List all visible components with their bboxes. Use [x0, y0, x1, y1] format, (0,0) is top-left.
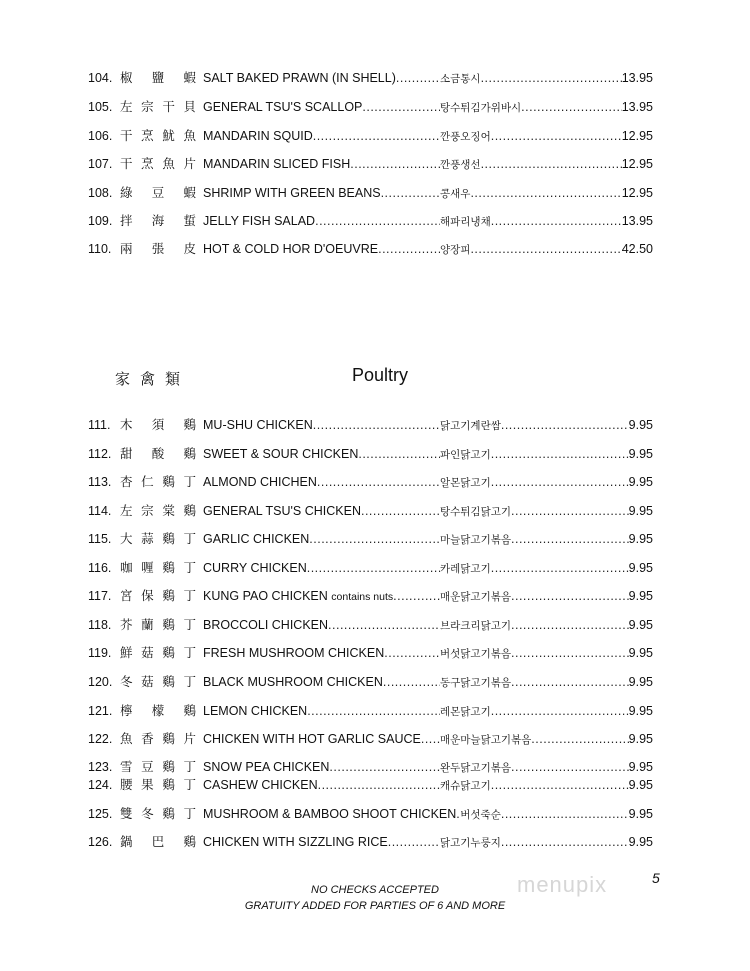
item-price: 9.95: [628, 561, 653, 575]
leader-dots: [501, 416, 629, 434]
chinese-char: 片: [183, 731, 196, 746]
leader-dots: [393, 587, 440, 605]
menu-item: [88, 673, 653, 691]
leader-dots: [511, 758, 629, 776]
leader-dots: [388, 833, 440, 851]
item-price: 9.95: [628, 778, 653, 792]
chinese-char: 蝦: [183, 185, 196, 200]
chinese-char: 魚: [120, 731, 133, 746]
item-chinese-name: [120, 69, 196, 87]
item-number: 117.: [88, 589, 112, 603]
chinese-char: 鹽: [151, 70, 165, 85]
chinese-char: 左: [120, 99, 133, 114]
chinese-char: 海: [151, 213, 165, 228]
chinese-char: 雙: [120, 806, 133, 821]
item-korean-name: 깐풍생선: [440, 159, 481, 171]
item-number: 108.: [88, 186, 113, 200]
item-english-name: MU-SHU CHICKEN: [203, 418, 313, 432]
item-english-name: LEMON CHICKEN: [203, 704, 308, 718]
item-korean-name: 버섯닭고기볶음: [440, 648, 512, 660]
leader-dots: [313, 127, 440, 145]
chinese-char: 兩: [120, 241, 133, 256]
menu-item: [88, 530, 653, 548]
item-number: 106.: [88, 129, 113, 143]
item-korean-name: 탕수튀김닭고기: [440, 506, 512, 518]
item-price: 9.95: [628, 418, 653, 432]
menu-item: [88, 587, 653, 605]
item-number: 123.: [88, 760, 113, 774]
menu-item: [88, 473, 653, 491]
chinese-char: 蝦: [183, 70, 196, 85]
leader-dots: [358, 445, 440, 463]
menu-item: [88, 644, 653, 662]
menu-item: [88, 833, 653, 851]
chinese-char: 鷄: [162, 777, 175, 792]
item-number: 119.: [88, 646, 112, 660]
leader-dots: [491, 702, 629, 720]
item-korean-name: 양장피: [440, 244, 471, 256]
item-korean-name: 캐슈닭고기: [440, 780, 491, 792]
chinese-char: 棠: [162, 503, 175, 518]
chinese-char: 張: [151, 241, 165, 256]
chinese-char: 宗: [141, 99, 154, 114]
item-number: 126.: [88, 835, 113, 849]
chinese-char: 雪: [120, 759, 133, 774]
leader-dots: [511, 673, 629, 691]
section-title-english: Poultry: [352, 365, 409, 385]
menu-item: [88, 758, 653, 776]
menu-item: [88, 776, 653, 794]
chinese-char: 丁: [183, 806, 196, 821]
chinese-char: 蒜: [141, 531, 154, 546]
chinese-char: 宮: [120, 588, 133, 603]
chinese-char: 魷: [162, 128, 175, 143]
item-korean-name: 동구닭고기볶음: [440, 677, 512, 689]
item-chinese-name: [120, 833, 196, 851]
menu-item: [88, 805, 653, 823]
item-chinese-name: [120, 644, 196, 662]
menu-item: [88, 502, 653, 520]
item-chinese-name: [120, 530, 196, 548]
chinese-char: 貝: [183, 99, 196, 114]
menu-item: [88, 184, 653, 202]
chinese-char: 綠: [120, 185, 133, 200]
item-chinese-name: [120, 559, 196, 577]
chinese-char: 須: [151, 417, 165, 432]
chinese-char: 蜇: [183, 213, 196, 228]
chinese-char: 丁: [183, 474, 196, 489]
item-chinese-name: [120, 805, 196, 823]
item-chinese-name: [120, 673, 196, 691]
menu-item: [88, 616, 653, 634]
leader-dots: [511, 644, 629, 662]
item-number: 114.: [88, 504, 112, 518]
item-number: 111.: [88, 418, 111, 432]
item-english-name: SWEET & SOUR CHICKEN: [203, 447, 359, 461]
chinese-char: 片: [183, 156, 196, 171]
chinese-char: 芥: [120, 617, 133, 632]
chinese-char: 宗: [141, 503, 154, 518]
chinese-char: 丁: [183, 560, 196, 575]
item-number: 116.: [88, 561, 112, 575]
chinese-char: 丁: [183, 588, 196, 603]
item-korean-name: 매운닭고기볶음: [440, 591, 512, 603]
item-price: 9.95: [628, 732, 653, 746]
leader-dots: [317, 473, 440, 491]
item-price: 9.95: [628, 675, 653, 689]
item-number: 110.: [88, 242, 112, 256]
leader-dots: [313, 416, 440, 434]
leader-dots: [491, 127, 622, 145]
section-title-chinese: 家禽類: [115, 370, 191, 388]
chinese-char: 鷄: [162, 588, 175, 603]
item-english-name: SALT BAKED PRAWN (IN SHELL): [203, 71, 396, 85]
item-price: 9.95: [628, 589, 653, 603]
leader-dots: [470, 184, 621, 202]
item-price: 9.95: [628, 532, 653, 546]
item-price: 9.95: [628, 618, 653, 632]
chinese-char: 魚: [183, 128, 196, 143]
item-korean-name: 콩새우: [440, 188, 471, 200]
chinese-char: 菇: [141, 674, 154, 689]
chinese-char: 蘭: [141, 617, 154, 632]
chinese-char: 鷄: [183, 503, 196, 518]
item-chinese-name: [120, 416, 196, 434]
item-english-name: CHICKEN WITH SIZZLING RICE: [203, 835, 388, 849]
item-english-name: GENERAL TSU'S SCALLOP: [203, 100, 363, 114]
leader-dots: [315, 212, 440, 230]
chinese-char: 保: [141, 588, 154, 603]
item-price: 12.95: [621, 129, 653, 143]
item-number: 109.: [88, 214, 113, 228]
footer-gratuity: GRATUITY ADDED FOR PARTIES OF 6 AND MORE: [244, 900, 506, 912]
chinese-char: 豆: [141, 759, 154, 774]
leader-dots: [361, 502, 440, 520]
item-chinese-name: [120, 776, 196, 794]
menu-item: [88, 559, 653, 577]
chinese-char: 鷄: [162, 674, 175, 689]
chinese-char: 大: [120, 531, 133, 546]
chinese-char: 果: [141, 777, 154, 792]
chinese-char: 菇: [141, 645, 154, 660]
leader-dots: [383, 673, 440, 691]
item-chinese-name: [120, 616, 196, 634]
item-chinese-name: [120, 184, 196, 202]
item-price: 9.95: [628, 760, 653, 774]
leader-dots: [378, 240, 440, 258]
item-price: 9.95: [628, 447, 653, 461]
item-number: 113.: [88, 475, 112, 489]
chinese-char: 香: [141, 731, 154, 746]
chinese-char: 鷄: [183, 446, 196, 461]
item-english-name: CASHEW CHICKEN: [203, 778, 318, 792]
item-english-name: SHRIMP WITH GREEN BEANS: [203, 186, 381, 200]
chinese-char: 檸: [120, 703, 133, 718]
menu-item: [88, 240, 653, 258]
menu-item: [88, 416, 653, 434]
chinese-char: 巴: [151, 834, 165, 849]
leader-dots: [511, 616, 629, 634]
item-korean-name: 마늘닭고기볶음: [440, 534, 512, 546]
leader-dots: [491, 473, 629, 491]
item-number: 104.: [88, 71, 113, 85]
item-price: 9.95: [628, 475, 653, 489]
item-number: 112.: [88, 447, 112, 461]
chinese-char: 干: [120, 156, 133, 171]
leader-dots: [491, 776, 629, 794]
item-number: 107.: [88, 157, 113, 171]
leader-dots: [396, 69, 440, 87]
leader-dots: [531, 730, 628, 748]
chinese-char: 鷄: [183, 834, 196, 849]
menu-item: [88, 69, 653, 87]
item-english-name: MANDARIN SLICED FISH: [203, 157, 351, 171]
item-price: 12.95: [621, 186, 653, 200]
item-korean-name: 버섯죽순: [460, 809, 501, 821]
item-price: 9.95: [628, 807, 653, 821]
item-number: 125.: [88, 807, 113, 821]
chinese-char: 鷄: [183, 703, 196, 718]
item-english-name: BLACK MUSHROOM CHICKEN: [203, 675, 383, 689]
chinese-char: 丁: [183, 674, 196, 689]
chinese-char: 丁: [183, 531, 196, 546]
menu-item: [88, 98, 653, 116]
leader-dots: [501, 833, 629, 851]
item-price: 9.95: [628, 646, 653, 660]
chinese-char: 喱: [141, 560, 154, 575]
menu-item: [88, 155, 653, 173]
chinese-char: 鷄: [162, 474, 175, 489]
chinese-char: 丁: [183, 645, 196, 660]
chinese-char: 鮮: [120, 645, 133, 660]
leader-dots: [350, 155, 440, 173]
item-number: 122.: [88, 732, 113, 746]
item-english-name: GARLIC CHICKEN: [203, 532, 310, 546]
item-number: 124.: [88, 778, 113, 792]
leader-dots: [384, 644, 440, 662]
chinese-char: 鷄: [162, 560, 175, 575]
item-chinese-name: [120, 127, 196, 145]
chinese-char: 烹: [141, 156, 154, 171]
menu-item: [88, 212, 653, 230]
chinese-char: 鷄: [183, 417, 196, 432]
chinese-char: 腰: [120, 777, 133, 792]
item-english-name: GENERAL TSU'S CHICKEN: [203, 504, 361, 518]
item-korean-name: 닭고기누룽지: [440, 837, 501, 849]
leader-dots: [511, 587, 629, 605]
menupix-watermark: menupix: [517, 872, 608, 897]
item-price: 13.95: [621, 71, 653, 85]
chinese-char: 丁: [183, 759, 196, 774]
leader-dots: [309, 530, 440, 548]
footer-no-checks: NO CHECKS ACCEPTED: [311, 884, 439, 896]
chinese-char: 干: [162, 99, 175, 114]
item-english-name: CURRY CHICKEN: [203, 561, 307, 575]
leader-dots: [307, 559, 440, 577]
item-korean-name: 카레닭고기: [440, 563, 491, 575]
item-chinese-name: [120, 502, 196, 520]
leader-dots: [421, 730, 440, 748]
item-english-name: ALMOND CHICHEN: [203, 475, 317, 489]
menu-item: [88, 127, 653, 145]
leader-dots: [501, 805, 629, 823]
item-chinese-name: [120, 212, 196, 230]
item-english-name: JELLY FISH SALAD: [203, 214, 316, 228]
leader-dots: [329, 758, 440, 776]
item-english-name: KUNG PAO CHICKEN: [203, 589, 328, 603]
item-chinese-name: [120, 240, 196, 258]
chinese-char: 杏: [120, 474, 133, 489]
item-chinese-name: [120, 758, 196, 776]
chinese-char: 鷄: [162, 645, 175, 660]
item-english-name: MUSHROOM & BAMBOO SHOOT CHICKEN: [203, 807, 457, 821]
item-english-name: SNOW PEA CHICKEN: [203, 760, 330, 774]
chinese-char: 鷄: [162, 531, 175, 546]
chinese-char: 魚: [162, 156, 175, 171]
item-korean-name: 소금통시: [440, 73, 481, 85]
leader-dots: [491, 212, 622, 230]
chinese-char: 豆: [151, 185, 165, 200]
item-korean-name: 닭고기계란쌈: [440, 420, 501, 432]
item-english-name: CHICKEN WITH HOT GARLIC SAUCE: [203, 732, 421, 746]
item-english-name: BROCCOLI CHICKEN: [203, 618, 329, 632]
item-price: 9.95: [628, 835, 653, 849]
item-price: 12.95: [621, 157, 653, 171]
chinese-char: 椒: [120, 70, 133, 85]
chinese-char: 丁: [183, 777, 196, 792]
chinese-char: 咖: [120, 560, 133, 575]
leader-dots: [470, 240, 621, 258]
leader-dots: [491, 559, 629, 577]
item-korean-name: 매운마늘닭고기볶음: [440, 734, 532, 746]
chinese-char: 檬: [151, 703, 165, 718]
item-price: 9.95: [628, 704, 653, 718]
chinese-char: 酸: [151, 446, 165, 461]
chinese-char: 鷄: [162, 806, 175, 821]
chinese-char: 仁: [141, 474, 154, 489]
chinese-char: 冬: [120, 674, 133, 689]
item-english-name: MANDARIN SQUID: [203, 129, 313, 143]
chinese-char: 干: [120, 128, 133, 143]
item-price: 9.95: [628, 504, 653, 518]
leader-dots: [328, 616, 440, 634]
item-number: 118.: [88, 618, 112, 632]
leader-dots: [491, 445, 629, 463]
item-number: 120.: [88, 675, 113, 689]
item-chinese-name: [120, 730, 196, 748]
page-number: 5: [652, 870, 660, 886]
item-number: 105.: [88, 100, 113, 114]
item-chinese-name: [120, 98, 196, 116]
chinese-char: 鷄: [162, 617, 175, 632]
leader-dots: [381, 184, 440, 202]
item-english-name: HOT & COLD HOR D'OEUVRE: [203, 242, 379, 256]
menu-item: [88, 702, 653, 720]
chinese-char: 木: [120, 417, 133, 432]
leader-dots: [521, 98, 622, 116]
item-korean-name: 파인닭고기: [440, 449, 491, 461]
leader-dots: [511, 530, 629, 548]
item-korean-name: 해파리냉채: [440, 216, 491, 228]
item-english-name: FRESH MUSHROOM CHICKEN: [203, 646, 385, 660]
chinese-char: 鍋: [120, 834, 133, 849]
item-chinese-name: [120, 445, 196, 463]
item-chinese-name: [120, 473, 196, 491]
menu-item: [88, 445, 653, 463]
chinese-char: 左: [120, 503, 133, 518]
chinese-char: 烹: [141, 128, 154, 143]
item-korean-name: 알몬닭고기: [440, 477, 491, 489]
item-price: 42.50: [621, 242, 653, 256]
chinese-char: 鷄: [162, 759, 175, 774]
item-note: contains nuts: [331, 591, 394, 603]
item-number: 121.: [88, 704, 113, 718]
item-korean-name: 탕수튀김가위바시: [440, 102, 522, 114]
item-korean-name: 깐풍오징어: [440, 131, 491, 143]
chinese-char: 冬: [141, 806, 154, 821]
chinese-char: 皮: [183, 241, 196, 256]
leader-dots: [362, 98, 440, 116]
item-korean-name: 브라크리닭고기: [440, 620, 512, 632]
item-chinese-name: [120, 702, 196, 720]
item-price: 13.95: [621, 100, 653, 114]
chinese-char: 甜: [120, 446, 133, 461]
item-number: 115.: [88, 532, 112, 546]
menu-item: [88, 730, 653, 748]
item-price: 13.95: [621, 214, 653, 228]
leader-dots: [307, 702, 440, 720]
chinese-char: 丁: [183, 617, 196, 632]
item-chinese-name: [120, 587, 196, 605]
chinese-char: 鷄: [162, 731, 175, 746]
chinese-char: 拌: [120, 213, 133, 228]
item-korean-name: 레몬닭고기: [440, 706, 491, 718]
leader-dots: [481, 155, 622, 173]
leader-dots: [318, 776, 440, 794]
item-korean-name: 완두닭고기볶음: [440, 762, 512, 774]
leader-dots: [511, 502, 629, 520]
leader-dots: [481, 69, 622, 87]
item-chinese-name: [120, 155, 196, 173]
